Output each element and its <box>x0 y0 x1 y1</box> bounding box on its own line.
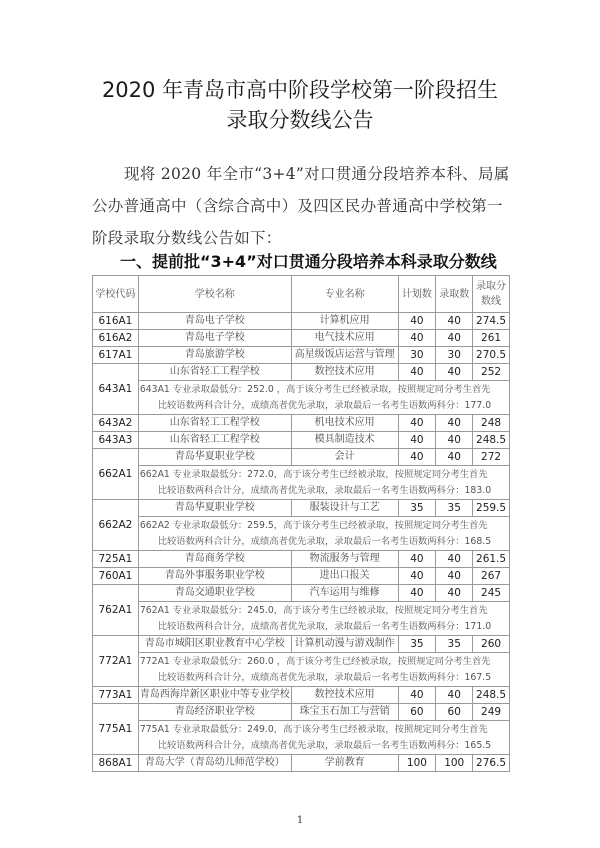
score-cell: 249 <box>473 704 510 721</box>
plan-cell: 40 <box>398 415 436 432</box>
code-cell: 773A1 <box>93 687 139 704</box>
admit-cell: 40 <box>436 330 473 347</box>
plan-cell: 40 <box>398 568 436 585</box>
admission-note <box>138 517 509 551</box>
note-line-1: 772A1 专业录取最低分：260.0 ，高于该分考生已经被录取，按照规定同分考生首先 <box>139 655 491 667</box>
admit-cell: 40 <box>436 364 473 381</box>
admit-cell: 100 <box>436 755 473 772</box>
school-cell: 青岛市城阳区职业教育中心学校 <box>138 636 291 653</box>
table-note-row <box>93 517 510 551</box>
code-cell: 616A2 <box>93 330 139 347</box>
code-cell: 772A1 <box>93 636 139 687</box>
table-row <box>93 449 510 466</box>
admit-cell: 40 <box>436 415 473 432</box>
note-line-2: 比较语数两科合计分，成绩高者优先录取，录取最后一名考生语数两科分：165.5 <box>157 739 492 751</box>
table-note-row <box>93 381 510 415</box>
note-line-2: 比较语数两科合计分，成绩高者优先录取，录取最后一名考生语数两科分：167.5 <box>157 671 492 683</box>
school-cell: 青岛大学（青岛幼儿师范学校） <box>138 755 291 772</box>
plan-cell: 40 <box>398 449 436 466</box>
major-cell: 珠宝玉石加工与营销 <box>291 704 398 721</box>
code-cell: 643A3 <box>93 432 139 449</box>
score-cell: 270.5 <box>473 347 510 364</box>
school-cell: 山东省轻工工程学校 <box>138 364 291 381</box>
admit-cell: 40 <box>436 313 473 330</box>
admit-cell: 35 <box>436 500 473 517</box>
score-cell: 260 <box>473 636 510 653</box>
major-cell: 进出口报关 <box>291 568 398 585</box>
table-row <box>93 313 510 330</box>
school-cell: 青岛经济职业学校 <box>138 704 291 721</box>
admit-cell: 40 <box>436 449 473 466</box>
intro-line-1: 现将 2020 年全市“3+4”对口贯通分段培养本科、局属 <box>124 165 510 183</box>
score-cell: 252 <box>473 364 510 381</box>
score-cell: 261.5 <box>473 551 510 568</box>
table-row <box>93 687 510 704</box>
header-score: 录取分数线 <box>473 276 510 313</box>
plan-cell: 60 <box>398 704 436 721</box>
note-line-2: 比较语数两科合计分，成绩高者优先录取，录取最后一名考生语数两科分：183.0 <box>157 484 492 496</box>
note-line-1: 662A1 专业录取最低分：272.0，高于该分考生已经被录取，按照规定同分考生首先 <box>139 468 488 480</box>
major-cell: 计算机应用 <box>291 313 398 330</box>
major-cell: 高星级饭店运营与管理 <box>291 347 398 364</box>
table-row <box>93 415 510 432</box>
code-cell: 617A1 <box>93 347 139 364</box>
score-cell: 248.5 <box>473 432 510 449</box>
table-row <box>93 636 510 653</box>
admission-note <box>138 466 509 500</box>
plan-cell: 40 <box>398 364 436 381</box>
title-line-2: 录取分数线公告 <box>226 108 374 132</box>
table-row <box>93 347 510 364</box>
admit-cell: 40 <box>436 432 473 449</box>
admit-cell: 40 <box>436 551 473 568</box>
admit-cell: 40 <box>436 568 473 585</box>
table-note-row <box>93 721 510 755</box>
plan-cell: 40 <box>398 585 436 602</box>
school-cell: 青岛华夏职业学校 <box>138 500 291 517</box>
table-row <box>93 568 510 585</box>
plan-cell: 35 <box>398 636 436 653</box>
table-header-row <box>93 276 510 313</box>
admit-cell: 35 <box>436 636 473 653</box>
school-cell: 青岛外事服务职业学校 <box>138 568 291 585</box>
major-cell: 数控技术应用 <box>291 687 398 704</box>
score-cell: 272 <box>473 449 510 466</box>
title-line-1: 2020 年青岛市高中阶段学校第一阶段招生 <box>101 78 499 102</box>
code-cell: 760A1 <box>93 568 139 585</box>
score-cell: 248 <box>473 415 510 432</box>
school-cell: 青岛旅游学校 <box>138 347 291 364</box>
major-cell: 计算机动漫与游戏制作 <box>291 636 398 653</box>
major-cell: 服装设计与工艺 <box>291 500 398 517</box>
plan-cell: 30 <box>398 347 436 364</box>
section-heading: 一、提前批“3+4”对口贯通分段培养本科录取分数线 <box>120 252 497 271</box>
admit-cell: 60 <box>436 704 473 721</box>
score-cell: 276.5 <box>473 755 510 772</box>
note-line-2: 比较语数两科合计分，成绩高者优先录取，录取最后一名考生语数两科分：171.0 <box>157 620 492 632</box>
note-line-1: 762A1 专业录取最低分：245.0，高于该分考生已经被录取，按照规定同分考生首先 <box>139 604 488 616</box>
intro-line-2: 公办普通高中（含综合高中）及四区民办普通高中学校第一 <box>92 197 503 215</box>
major-cell: 机电技术应用 <box>291 415 398 432</box>
code-cell: 868A1 <box>93 755 139 772</box>
header-plan: 计划数 <box>398 276 436 313</box>
score-cell: 261 <box>473 330 510 347</box>
admission-score-table <box>92 275 510 772</box>
note-line-1: 643A1 专业录取最低分：252.0 ，高于该分考生已经被录取，按照规定同分考生首先 <box>139 383 491 395</box>
admission-note <box>138 381 509 415</box>
major-cell: 电气技术应用 <box>291 330 398 347</box>
school-cell: 青岛电子学校 <box>138 330 291 347</box>
table-row <box>93 704 510 721</box>
major-cell: 会计 <box>291 449 398 466</box>
header-admit: 录取数 <box>436 276 473 313</box>
code-cell: 662A2 <box>93 500 139 551</box>
admit-cell: 30 <box>436 347 473 364</box>
major-cell: 模具制造技术 <box>291 432 398 449</box>
plan-cell: 100 <box>398 755 436 772</box>
admit-cell: 40 <box>436 585 473 602</box>
plan-cell: 35 <box>398 500 436 517</box>
plan-cell: 40 <box>398 687 436 704</box>
school-cell: 山东省轻工工程学校 <box>138 415 291 432</box>
header-major: 专业名称 <box>291 276 398 313</box>
code-cell: 762A1 <box>93 585 139 636</box>
plan-cell: 40 <box>398 313 436 330</box>
major-cell: 汽车运用与维修 <box>291 585 398 602</box>
header-code: 学校代码 <box>93 276 139 313</box>
table-row <box>93 364 510 381</box>
page-number: 1 <box>296 815 304 826</box>
major-cell: 学前教育 <box>291 755 398 772</box>
score-cell: 274.5 <box>473 313 510 330</box>
table-note-row <box>93 653 510 687</box>
table-note-row <box>93 602 510 636</box>
school-cell: 青岛西海岸新区职业中等专业学校 <box>138 687 291 704</box>
score-cell: 259.5 <box>473 500 510 517</box>
table-row <box>93 432 510 449</box>
major-cell: 数控技术应用 <box>291 364 398 381</box>
school-cell: 青岛电子学校 <box>138 313 291 330</box>
code-cell: 662A1 <box>93 449 139 500</box>
table-row <box>93 755 510 772</box>
document-title <box>0 75 600 135</box>
note-line-2: 比较语数两科合计分，成绩高者优先录取，录取最后一名考生语数两科分：168.5 <box>157 535 492 547</box>
school-cell: 山东省轻工工程学校 <box>138 432 291 449</box>
table-row <box>93 500 510 517</box>
major-cell: 物流服务与管理 <box>291 551 398 568</box>
code-cell: 643A2 <box>93 415 139 432</box>
note-line-1: 775A1 专业录取最低分：249.0，高于该分考生已经被录取，按照规定同分考生首先 <box>139 723 488 735</box>
code-cell: 643A1 <box>93 364 139 415</box>
score-cell: 248.5 <box>473 687 510 704</box>
code-cell: 775A1 <box>93 704 139 755</box>
admission-note <box>138 653 509 687</box>
code-cell: 725A1 <box>93 551 139 568</box>
note-line-1: 662A2 专业录取最低分：259.5，高于该分考生已经被录取，按照规定同分考生首先 <box>139 519 488 531</box>
admission-note <box>138 721 509 755</box>
plan-cell: 40 <box>398 330 436 347</box>
score-cell: 245 <box>473 585 510 602</box>
plan-cell: 40 <box>398 551 436 568</box>
code-cell: 616A1 <box>93 313 139 330</box>
note-line-2: 比较语数两科合计分，成绩高者优先录取，录取最后一名考生语数两科分：177.0 <box>157 399 492 411</box>
table-row <box>93 551 510 568</box>
school-cell: 青岛交通职业学校 <box>138 585 291 602</box>
school-cell: 青岛华夏职业学校 <box>138 449 291 466</box>
header-school: 学校名称 <box>138 276 291 313</box>
table-note-row <box>93 466 510 500</box>
score-cell: 267 <box>473 568 510 585</box>
admission-note <box>138 602 509 636</box>
school-cell: 青岛商务学校 <box>138 551 291 568</box>
intro-paragraph <box>92 158 512 254</box>
table-row <box>93 330 510 347</box>
table-row <box>93 585 510 602</box>
plan-cell: 40 <box>398 432 436 449</box>
intro-line-3: 阶段录取分数线公告如下： <box>92 229 282 247</box>
admit-cell: 40 <box>436 687 473 704</box>
